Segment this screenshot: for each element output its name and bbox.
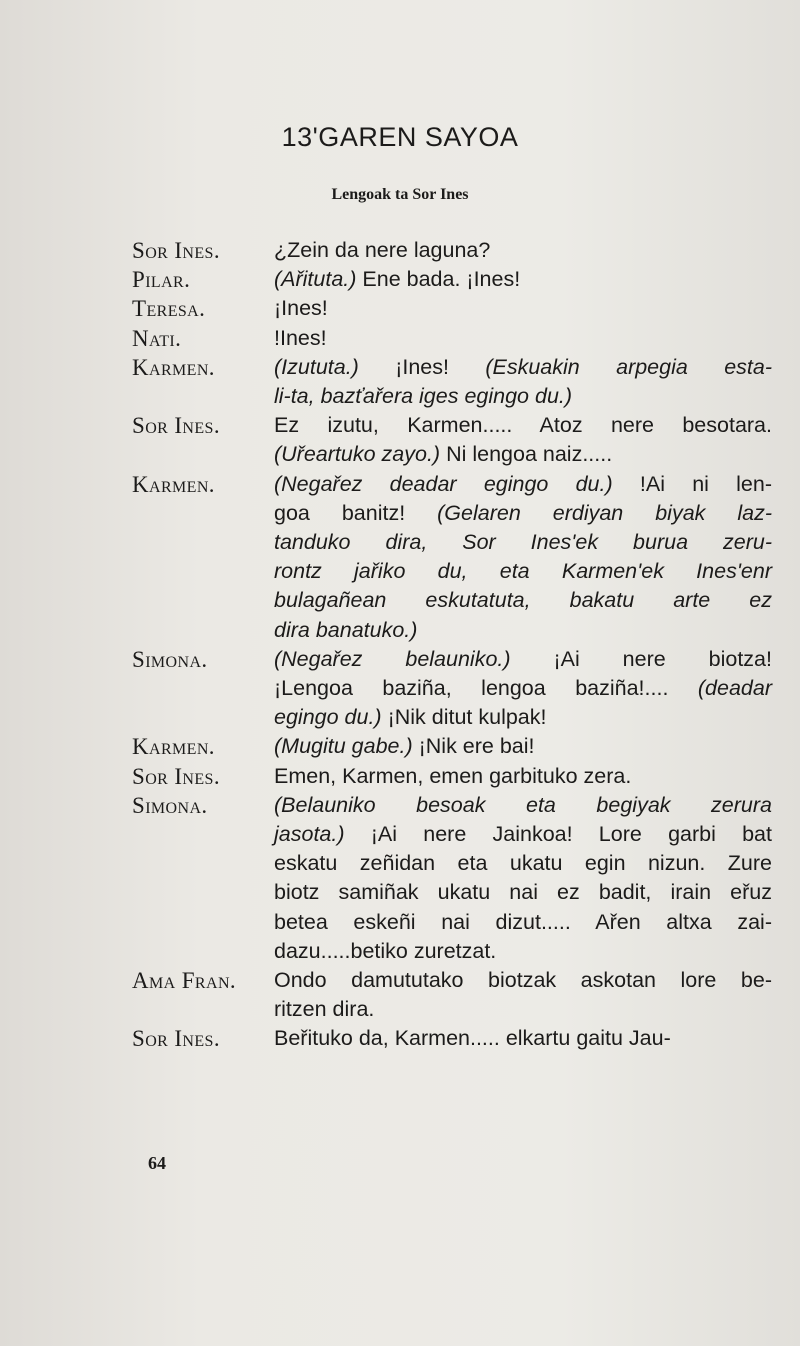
spoken-text: eskatu zeñidan eta ukatu egin nizun. Zure <box>274 851 772 876</box>
spoken-text: !Ines! <box>274 325 327 350</box>
spoken-text: Ene bada. ¡Ines! <box>356 267 521 292</box>
speech-text <box>274 265 772 294</box>
stage-direction: rontz jařiko du, eta Karmen'ek Ines'enr <box>274 559 772 584</box>
scene-subtitle: Lengoak ta Sor Ines <box>331 186 469 203</box>
speech-text <box>274 236 772 265</box>
stage-direction: (Negařez deadar egingo du.) <box>274 471 613 496</box>
speech-text <box>274 294 772 323</box>
speech-text <box>274 353 772 411</box>
spoken-text: goa banitz! <box>274 500 438 525</box>
stage-direction: egingo du.) <box>274 705 382 730</box>
dialogue-entry <box>132 762 772 791</box>
dialogue-entry <box>132 732 772 761</box>
spoken-text: betea eskeñi nai dizut..... Ařen altxa zai- <box>274 909 772 934</box>
spoken-text: ritzen dira. <box>274 997 375 1022</box>
spoken-text: ¡Ines! <box>274 296 328 321</box>
speech-line <box>274 966 772 995</box>
speech-line <box>274 236 772 265</box>
speech-line <box>274 586 772 615</box>
stage-direction: dira banatuko.) <box>274 617 418 642</box>
stage-direction: (Izututa.) <box>274 354 359 379</box>
dialogue-entry <box>132 966 772 1024</box>
stage-direction: (Ařituta.) <box>274 267 357 292</box>
speech-line <box>274 995 772 1024</box>
spoken-text: !Ai ni len- <box>612 471 772 496</box>
dialogue <box>132 236 772 1054</box>
speech-text <box>274 762 772 791</box>
stage-direction: (Negařez belauniko.) <box>274 646 511 671</box>
stage-direction: (Mugitu gabe.) <box>274 734 413 759</box>
dialogue-entry <box>132 470 772 645</box>
speaker-name: Nati. <box>132 325 182 351</box>
speech-line <box>274 528 772 557</box>
stage-direction: jasota.) <box>274 822 345 847</box>
speaker-name: Sor Ines. <box>132 763 221 789</box>
speech-line <box>274 703 772 732</box>
speech-line <box>274 1024 772 1053</box>
spoken-text: dazu.....betiko zuretzat. <box>274 938 497 963</box>
spoken-text: ¡Ai nere biotza! <box>510 646 772 671</box>
spoken-text: Emen, Karmen, emen garbituko zera. <box>274 763 632 788</box>
spoken-text: Ondo damututako biotzak askotan lore be- <box>274 968 772 993</box>
speech-line <box>274 382 772 411</box>
speaker-name: Karmen. <box>132 734 215 760</box>
speaker-name: Teresa. <box>132 296 206 322</box>
stage-direction: (Belauniko besoak eta begiyak zerura <box>274 792 772 817</box>
speech-line <box>274 470 772 499</box>
speech-line <box>274 294 772 323</box>
speech-line <box>274 820 772 849</box>
speaker-name: Ama Fran. <box>132 968 237 994</box>
speech-line <box>274 557 772 586</box>
spoken-text: ¡Lengoa baziña, lengoa baziña!.... <box>274 676 698 701</box>
stage-direction: (Eskuakin arpegia esta- <box>485 354 772 379</box>
spoken-text: Ni lengoa naiz..... <box>440 442 613 467</box>
speaker-name: Simona. <box>132 792 208 818</box>
dialogue-entry <box>132 324 772 353</box>
stage-direction: tanduko dira, Sor Ines'ek burua zeru- <box>274 530 772 555</box>
spoken-text: ¡Ai nere Jainkoa! Lore garbi bat <box>344 822 772 847</box>
speech-line <box>274 324 772 353</box>
spoken-text: ¿Zein da nere laguna? <box>274 238 491 262</box>
speech-line <box>274 265 772 294</box>
speech-text <box>274 470 772 645</box>
speech-line <box>274 411 772 440</box>
stage-direction: (Gelaren erdiyan biyak laz- <box>437 500 773 525</box>
spoken-text: ¡Nik ditut kulpak! <box>381 705 547 730</box>
page-number: 64 <box>148 1153 166 1173</box>
speech-line <box>274 762 772 791</box>
speech-line <box>274 674 772 703</box>
speech-line <box>274 937 772 966</box>
speech-line <box>274 732 772 761</box>
speech-text <box>274 645 772 733</box>
speaker-name: Karmen. <box>132 471 215 497</box>
speaker-name: Sor Ines. <box>132 413 221 439</box>
speech-text <box>274 966 772 1024</box>
dialogue-entry <box>132 791 772 966</box>
speech-text <box>274 324 772 353</box>
speech-line <box>274 849 772 878</box>
scene-title: 13'GAREN SAYOA <box>281 122 519 152</box>
speaker-name: Sor Ines. <box>132 238 221 263</box>
speech-line <box>274 499 772 528</box>
speaker-name: Karmen. <box>132 354 215 380</box>
stage-direction: li-ta, bazťařera iges egingo du.) <box>274 384 573 409</box>
speech-line <box>274 645 772 674</box>
dialogue-entry <box>132 236 772 265</box>
dialogue-entry <box>132 1024 772 1053</box>
speaker-name: Simona. <box>132 646 208 672</box>
spoken-text: ¡Nik ere bai! <box>412 734 535 759</box>
speech-line <box>274 616 772 645</box>
dialogue-entry <box>132 353 772 411</box>
speech-text <box>274 411 772 469</box>
stage-direction: (Uřeartuko zayo.) <box>274 442 441 467</box>
speech-line <box>274 440 772 469</box>
speech-text <box>274 1024 772 1053</box>
spoken-text: Ez izutu, Karmen..... Atoz nere besotara. <box>274 413 772 438</box>
speech-line <box>274 353 772 382</box>
dialogue-entry <box>132 411 772 469</box>
spoken-text: biotz samiñak ukatu nai ez badit, irain eřuz <box>274 880 772 905</box>
dialogue-entry <box>132 645 772 733</box>
stage-direction: (deadar <box>697 676 772 701</box>
speech-line <box>274 908 772 937</box>
speech-text <box>274 732 772 761</box>
speech-line <box>274 791 772 820</box>
spoken-text: ¡Ines! <box>358 354 486 379</box>
speaker-name: Sor Ines. <box>132 1026 221 1052</box>
speech-text <box>274 791 772 966</box>
speech-line <box>274 878 772 907</box>
speaker-name: Pilar. <box>132 267 191 293</box>
stage-direction: bulagañean eskutatuta, bakatu arte ez <box>274 588 772 613</box>
dialogue-entry <box>132 294 772 323</box>
dialogue-entry <box>132 265 772 294</box>
spoken-text: Beřituko da, Karmen..... elkartu gaitu Jau- <box>274 1026 671 1051</box>
